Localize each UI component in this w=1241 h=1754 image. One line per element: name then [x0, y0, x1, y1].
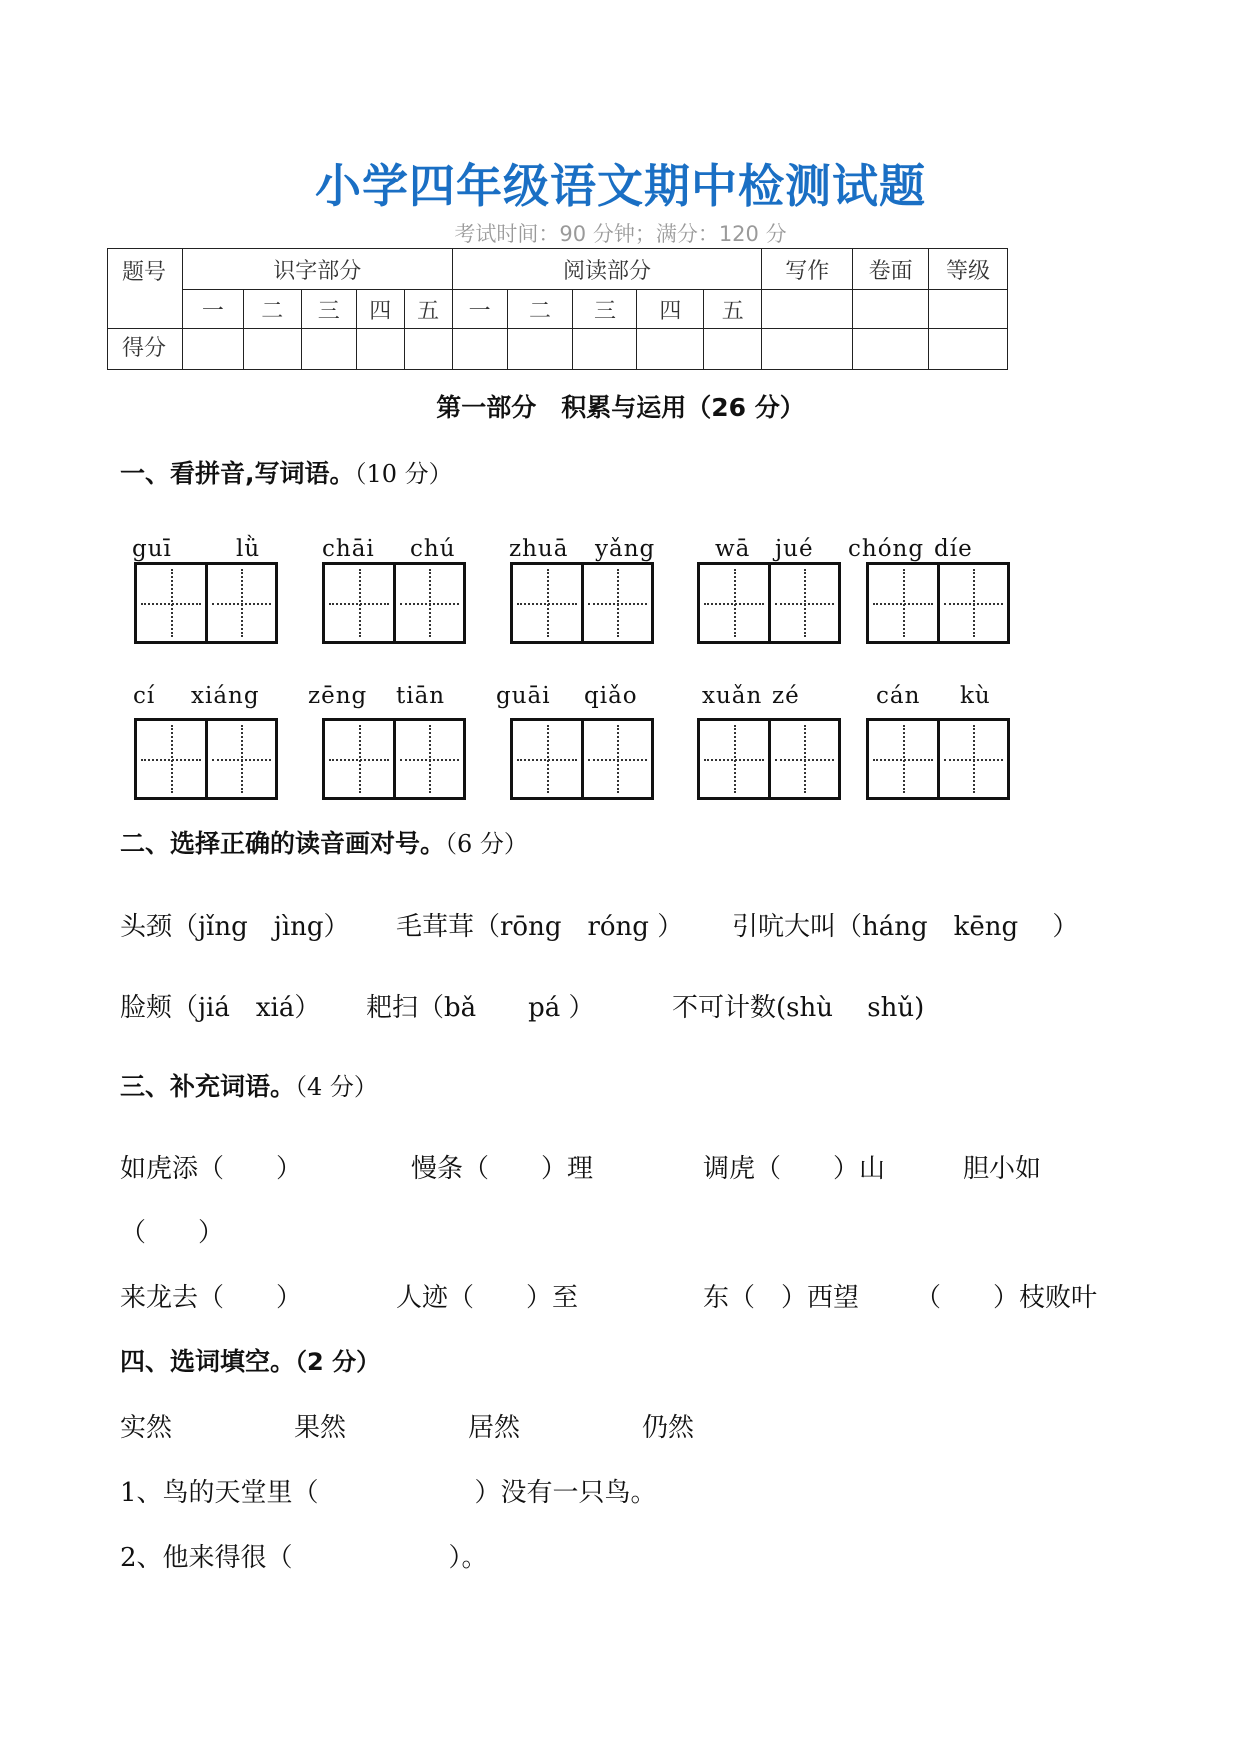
q2-item[interactable]: 头颈（jǐng jìng）	[120, 912, 350, 942]
q3-item[interactable]: 东（ ）西望	[703, 1283, 860, 1313]
score-table-defen: 得分	[108, 329, 183, 370]
score-table-group-shizi: 识字部分	[182, 249, 452, 290]
pinyin: chóng	[848, 536, 925, 562]
writing-grid[interactable]	[697, 562, 841, 644]
score-cell[interactable]	[507, 329, 573, 370]
pinyin: jué	[775, 536, 814, 562]
score-cell[interactable]	[853, 329, 929, 370]
score-table-sub: 二	[243, 290, 301, 329]
pinyin: zhuā	[509, 536, 569, 562]
q4-points: （2 分）	[295, 1348, 381, 1376]
score-cell[interactable]	[356, 329, 404, 370]
score-table-tihao: 题号	[108, 249, 183, 329]
writing-grid[interactable]	[866, 562, 1010, 644]
q4-word: 实然	[120, 1413, 173, 1443]
q1-heading	[120, 454, 453, 490]
q2-points: （6 分）	[445, 830, 528, 858]
pinyin: kù	[960, 683, 991, 709]
score-cell[interactable]	[573, 329, 637, 370]
part1-title: 第一部分 积累与运用（26 分）	[436, 393, 805, 422]
writing-grid[interactable]	[134, 718, 278, 800]
score-cell[interactable]	[404, 329, 452, 370]
q3-item[interactable]: 慢条（ ）理	[411, 1154, 594, 1184]
pinyin: xuǎn	[702, 683, 763, 709]
q3-heading	[120, 1067, 378, 1103]
q2-item[interactable]: 引吭大叫（háng kēng ）	[732, 912, 1079, 942]
q3-heading-text: 三、补充词语。	[120, 1072, 296, 1101]
pinyin: zé	[772, 683, 800, 709]
score-cell[interactable]	[452, 329, 507, 370]
score-table-sub: 四	[356, 290, 404, 329]
q3-item[interactable]: （ ）枝败叶	[915, 1283, 1098, 1313]
writing-grid[interactable]	[510, 718, 654, 800]
writing-grid[interactable]	[322, 718, 466, 800]
pinyin: chú	[410, 536, 456, 562]
pinyin: qiǎo	[584, 683, 638, 709]
score-table-juanmian: 卷面	[853, 249, 929, 290]
score-cell[interactable]	[637, 329, 704, 370]
writing-grid[interactable]	[134, 562, 278, 644]
q2-item[interactable]: 毛茸茸（rōng róng ）	[396, 912, 684, 942]
q2-item[interactable]: 耙扫（bǎ pá ）	[366, 993, 595, 1023]
score-cell[interactable]	[704, 329, 762, 370]
writing-grid[interactable]	[697, 718, 841, 800]
q3-item[interactable]: 胆小如	[963, 1154, 1042, 1184]
score-table-xiezuo: 写作	[762, 249, 853, 290]
q4-word: 仍然	[642, 1413, 695, 1443]
score-table-sub: 三	[573, 290, 637, 329]
score-table-sub: 一	[182, 290, 243, 329]
q4-heading-text: 四、选词填空。	[120, 1347, 296, 1376]
score-table-empty	[853, 290, 929, 329]
q3-points: （4 分）	[295, 1073, 378, 1101]
score-table	[107, 248, 1008, 370]
pinyin: guāi	[496, 683, 551, 709]
score-table-empty	[762, 290, 853, 329]
pinyin: díe	[934, 536, 973, 562]
score-cell[interactable]	[929, 329, 1008, 370]
q4-word: 果然	[294, 1413, 347, 1443]
q3-item[interactable]: （ ）	[120, 1218, 225, 1248]
q3-item[interactable]: 调虎（ ）山	[703, 1154, 886, 1184]
q2-heading-text: 二、选择正确的读音画对号。	[120, 829, 446, 858]
pinyin: yǎng	[595, 536, 656, 562]
q3-item[interactable]: 来龙去（ ）	[120, 1283, 303, 1313]
writing-grid[interactable]	[322, 562, 466, 644]
q4-sentence-2[interactable]: 2、他来得很（ ）。	[120, 1543, 488, 1573]
q2-item[interactable]: 脸颊（jiá xiá）	[120, 993, 321, 1023]
score-table-empty	[929, 290, 1008, 329]
score-table-group-yuedu: 阅读部分	[452, 249, 762, 290]
writing-grid[interactable]	[866, 718, 1010, 800]
score-cell[interactable]	[301, 329, 356, 370]
score-table-sub: 五	[404, 290, 452, 329]
pinyin: cí	[133, 683, 156, 709]
score-table-sub: 二	[507, 290, 573, 329]
exam-title: 小学四年级语文期中检测试题	[315, 159, 926, 213]
score-table-dengji: 等级	[929, 249, 1008, 290]
score-table-sub: 四	[637, 290, 704, 329]
q3-item[interactable]: 人迹（ ）至	[396, 1283, 579, 1313]
pinyin: wā	[715, 536, 751, 562]
score-table-sub: 一	[452, 290, 507, 329]
pinyin: lǜ	[236, 536, 261, 562]
pinyin: cán	[876, 683, 921, 709]
pinyin: tiān	[396, 683, 446, 709]
writing-grid[interactable]	[510, 562, 654, 644]
q1-points: （10 分）	[354, 460, 453, 488]
q2-item[interactable]: 不可计数(shù shǔ)	[672, 993, 925, 1023]
score-cell[interactable]	[243, 329, 301, 370]
score-cell[interactable]	[182, 329, 243, 370]
pinyin: chāi	[322, 536, 375, 562]
score-table-sub: 五	[704, 290, 762, 329]
score-cell[interactable]	[762, 329, 853, 370]
exam-subtitle: 考试时间：90 分钟；满分：120 分	[454, 222, 787, 246]
pinyin: guī	[132, 536, 172, 562]
q4-heading	[120, 1342, 380, 1378]
q2-heading	[120, 824, 528, 860]
pinyin: xiáng	[191, 683, 260, 709]
q4-word: 居然	[468, 1413, 521, 1443]
q3-item[interactable]: 如虎添（ ）	[120, 1154, 303, 1184]
pinyin: zēng	[308, 683, 368, 709]
q1-heading-text: 一、看拼音,写词语。	[120, 459, 355, 488]
q4-sentence-1[interactable]: 1、鸟的天堂里（ ）没有一只鸟。	[120, 1478, 657, 1508]
score-table-sub: 三	[301, 290, 356, 329]
